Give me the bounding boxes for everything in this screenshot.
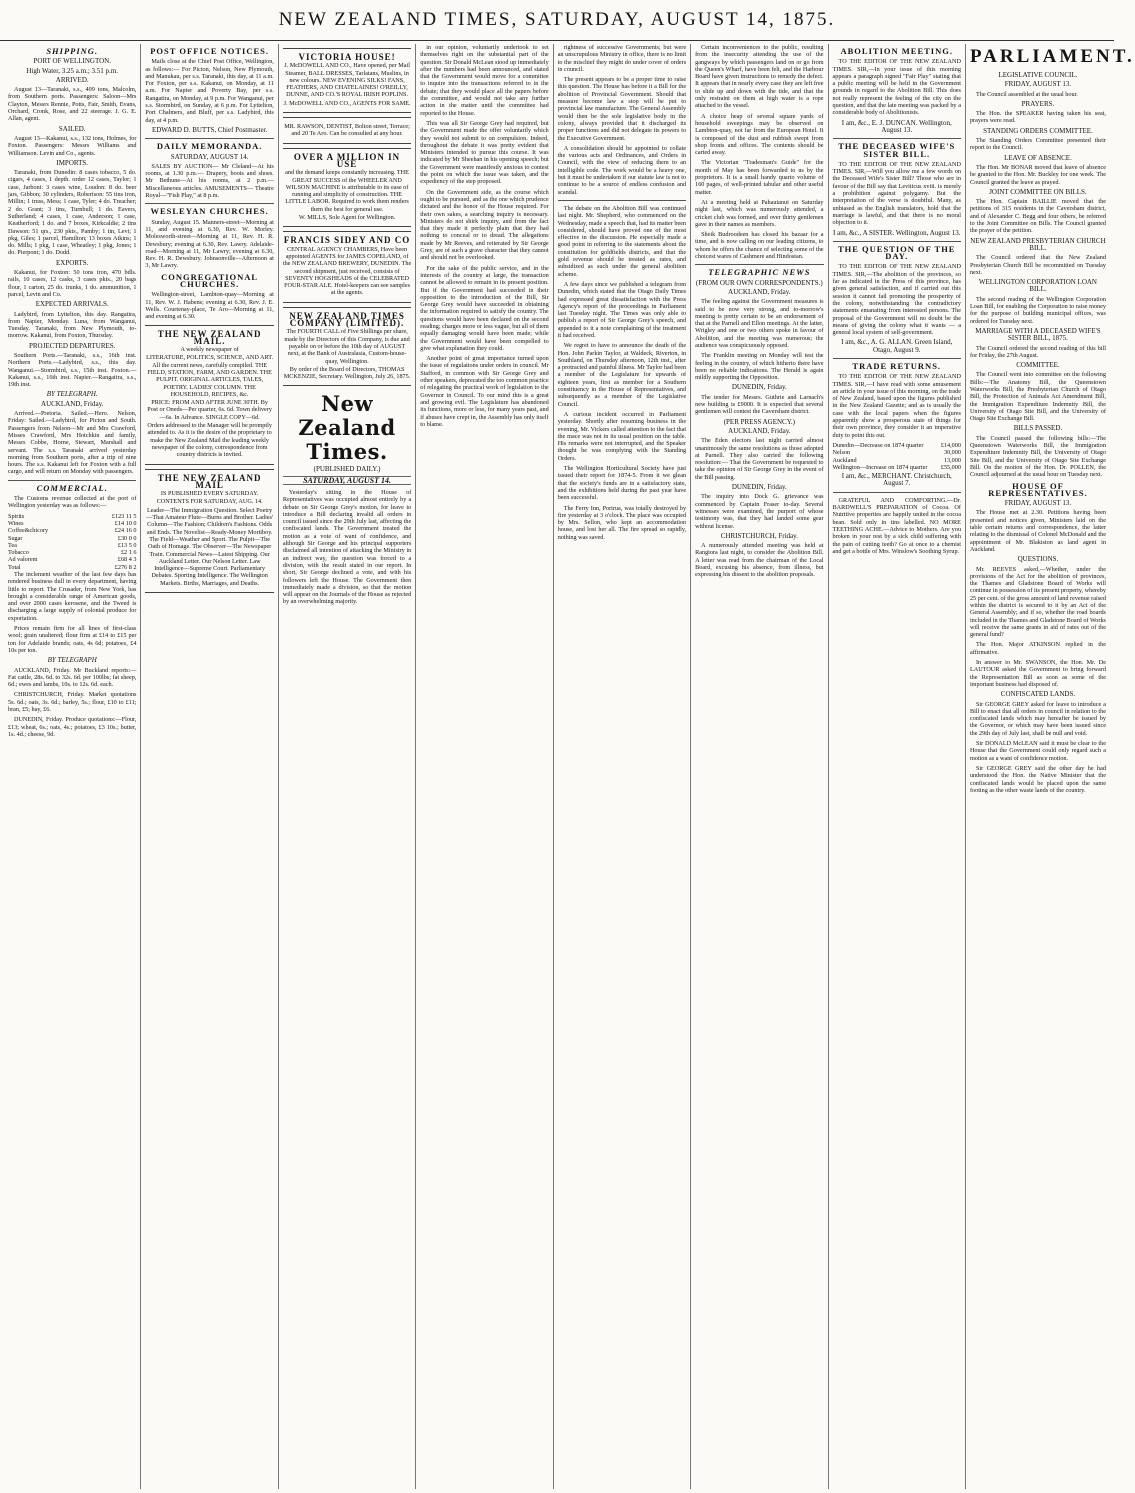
leader-text: Yesterday's sitting in the House of Representatives was occupied almost entirely by a debate on Sir George Grey's motion, for leave to introduce a Bill declaring invalid all orders in council issued since the 29th July last, affecting the confiscated lands. The Government treated the motion as a vote of want of confidence, and although Sir George and his principal supporters disclaimed all intention of attacking the Ministry in an indirect way, the question was forced to a division, with the result stated in our report. In short, Sir George declined a vote, and with his followers left the House. The Government then immediately made a division, so that the motion will appear on the Journals of the House as rejected by an overwhelming majority. <box>282 488 412 606</box>
trade-row-label: Dunedin—Decrease on 1874 quarter <box>832 441 924 449</box>
proceedings-text: The Hon. the SPEAKER having taken his seat, prayers were read. <box>969 110 1106 125</box>
sailings-text: August 13—Kakanui, s.s., 132 tons, Holmes, for Foxton. Passengers: Messrs Williams and Williamson. Levin and Co., agents. <box>8 134 137 157</box>
proceedings-text: The Standing Orders Committee presented their report to the Council. <box>969 137 1106 152</box>
times-company-ad <box>283 307 411 387</box>
standing-orders-heading: STANDING ORDERS COMMITTEE. <box>983 126 1093 135</box>
imports-heading: IMPORTS. <box>56 158 89 167</box>
company-text: The FOURTH CALL of Five Shillings per share, made by the Directors of this Company, is due and payable on or before the 10th day of AUGUST next, at the Bank of Australasia, Custom-house-quay, Wellington. <box>284 328 410 365</box>
market-text: Prices remain firm for all lines of first-class wool; grain unaltered; flour firm at £14 to £15 per ton for Adelaide brands; oats, 4s 6d; potatoes, £4 10s per ton. <box>8 625 137 654</box>
exports-text: Kakanui, for Foxton: 50 tons iron, 470 bdls. rails, 10 cases, 12 casks, 3 cases pkts., 20 bags flour, 1 carton, 25 do. trunks, 1 do. ammunition, 1 parcel, Levin and Co. <box>8 269 137 298</box>
dateline-dunedin-2: DUNEDIN, Friday. <box>731 483 787 492</box>
sewing-signature: W. MILLS, Sole Agent for Wellington. <box>298 214 396 222</box>
commercial-text: The Customs revenue collected at the port of Wellington yesterday was as follows:— <box>8 495 137 510</box>
column-shipping <box>4 44 141 1489</box>
sailed-heading: SAILED. <box>58 124 86 133</box>
sidey-text: CENTRAL AGENCY CHAMBERS, Have been appointed AGENTS for JAMES COPELAND, of the NEW ZEALAND BREWERY, DUNEDIN. The second shipment, just received, consists of SEVENTY HOGSHEADS of the CELEBRATED FOUR-STAR ALE. Hotel-keepers can see samples at the agents. <box>282 245 412 297</box>
nameplate: New Zealand Times. <box>298 391 396 465</box>
column-parliament <box>966 44 1135 1489</box>
customs-row-label: Coffee&chicory <box>8 527 49 535</box>
nz-mail2-subtitle: IS PUBLISHED EVERY SATURDAY. <box>160 490 259 498</box>
divider <box>833 492 961 493</box>
exports-heading: EXPORTS. <box>55 258 89 267</box>
bills-passed-heading: BILLS PASSED. <box>1013 424 1063 433</box>
proceedings-text: The Council assembled at the usual hour. <box>975 90 1078 98</box>
customs-row-label: Tea <box>8 541 17 549</box>
shipping-heading: SHIPPING. <box>46 46 99 56</box>
customs-row <box>8 556 136 563</box>
editorial-paragraph: Another point of great importance turned upon the issue of regulations under orders in council. Mr Stafford, in common with Sir George Grey and other speakers, deprecated the too common practice of relegating the practical work of legislation to the Governor in Council. To our mind this is a great and growing evil. The Legislature has abandoned its functions, more or less, for many years past, and if abuses have crept in, the Assembly has only itself to blame. <box>420 355 549 428</box>
customs-row <box>8 535 136 542</box>
contents-heading: CONTENTS FOR SATURDAY, AUG. 14. <box>156 498 263 506</box>
leave-heading: LEAVE OF ABSENCE. <box>1004 153 1072 162</box>
parliament-heading: PARLIAMENT. <box>969 46 1135 67</box>
company-signature: By order of the Board of Directors, THOMAS MCKENZIE, Secretary. Wellington, July 26, 1875. <box>283 365 411 381</box>
editorial-paragraph: in our opinion, voluntarily undertook to set themselves right on the substantial part of the question. Sir Donald McLean stood up immediately after the numbers had been announced, and stated that the Government would move for a committee to inquire into the transactions referred to in the debate; that they would place all the papers before the committee, and would not take any further action in the matter until the committee had reported to the House. <box>420 44 549 117</box>
nz-mail-contents-ad <box>145 469 273 593</box>
editorial-paragraph: The Ferry Inn, Porirua, was totally destroyed by fire yesterday at 3 o'clock. The place was occupied by Mrs. Sellon, who kept an accommodation house, and lost her all. The fire spread so rapidly, nothing was saved. <box>557 504 687 541</box>
proceedings-text: Sir GEORGE GREY said the other day he had understood the Hon. the Native Minister that the confiscated lands would be placed upon the same footing as the other waste lands of the country. <box>969 764 1106 794</box>
trade-row-value: £14,000 <box>940 441 961 449</box>
christchurch-market: CHRISTCHURCH, Friday. Market quotations 5s. 6d.; oats, 3s. 6d.; barley, 5s.; flour, £10 to £11; bran, £5; hay, £6. <box>8 691 137 714</box>
nz-mail-subtitle: A weekly newspaper of <box>180 346 239 354</box>
customs-row-label: Tobacco <box>8 549 29 557</box>
proceedings-text: The second reading of the Wellington Corporation Loan Bill, for enabling the Corporation to raise money for the purpose of building municipal offices, was ordered for Tuesday next. <box>969 295 1106 325</box>
telegram-text: The Franklin meeting on Monday will test the feeling in the country, of which hitherto there have been no reliable indications. The Herald is again mildly supporting the Opposition. <box>695 352 824 382</box>
customs-row <box>8 520 136 527</box>
arrived-heading: ARRIVED. <box>55 75 89 84</box>
customs-row-value: £24 16 0 <box>114 527 137 535</box>
nz-mail2-title: THE NEW ZEALAND MAIL <box>157 472 262 490</box>
memoranda-date: SATURDAY, AUGUST 14. <box>170 152 249 161</box>
proceedings-text: The Council ordered the second reading of this bill for Friday, the 27th August. <box>969 344 1106 359</box>
editorial-paragraph: The Wellington Horticultural Society have just issued their report for 1874-5. From it we glean that the society's funds are in a satisfactory state, and the exhibitions held during the past year have been successful. <box>557 465 687 502</box>
proceedings-text: The Hon. Mr BONAR moved that leave of absence be granted to the Hon. Mr. Buckley for one week. The Council granted the leave as prayed. <box>969 163 1106 186</box>
proceedings-text: The Hon. Captain BAILLIE moved that the petitions of 315 residents in the Caversham district, and of Alexander C. Begg and four others, be referred to the Joint Committee on Bills. The Council granted the prayer of the petition. <box>969 198 1106 235</box>
telegram-text: The inquiry into Dock G. grievance was commenced by Captain Fraser to-day. Several witnesses were examined, the purport of whose testimony was, that they had landed some gear without license. <box>695 493 824 530</box>
abolition-meeting-heading: ABOLITION MEETING. <box>840 46 953 56</box>
postoffice-text: Mails close at the Chief Post Office, Wellington, as follows:— For Picton, Nelson, New Plymouth, and Manukau, per s.s. Taranaki, this day, at 11 a.m. For Foxton, per s.s. Kakanui, on Monday, at 11 a.m. For Napier and Poverty Bay, per s.s. Rangatira, on Monday, at 9 p.m. For Wanganui, per s.s. Stormbird, on Sunday, at 6 p.m. For Lyttelton, Port Chalmers, and Bluff, per s.s. Ladybird, this day, at 4 p.m. <box>145 58 274 124</box>
letter-text: TO THE EDITOR OF THE NEW ZEALAND TIMES. SIR,—Will you allow me a few words on the Deceased Wife's Sister Bill? Those who are in favour of the Bill say that Leviticus xviii. is merely a prohibition against polygamy. But the interpretation of the verse is doubtful. Many, as unbiased as the English translators, hold that the marriage is lawful, and that there is no moral objection to it. <box>832 160 961 227</box>
victoria-signature: J. McDOWELL AND CO., AGENTS FOR SAME. <box>283 99 411 107</box>
legislative-council-heading: LEGISLATIVE COUNCIL. <box>998 71 1078 79</box>
proceedings-text: The House met at 2.30. Petitions having been presented and notices given, Ministers laid on the table certain returns and correspondence, the latter relating to the dismissal of Colonel McDonald and the appointment of Mr. Blakiston as land agent in Auckland. <box>969 509 1106 553</box>
congregational-text: Wellington-street, Lambton-quay—Morning at 11, Rev. W. J. Habens; evening at 6.30, Rev. J. E. Wells. Courtenay-place, Te Aro—Morning at 11, and evening at 6.30. <box>145 291 274 321</box>
customs-row <box>8 564 136 571</box>
sidey-title: FRANCIS SIDEY AND CO <box>283 235 411 246</box>
wesleyan-text: Sunday, August 15. Manners-street—Morning at 11, and evening at 6.30, Rev. W. Morley. Molesworth-street—Morning at 11, Rev. H. R. Dewsbury; evening at 6.30, Rev. Lawry. Adelaide-road—Morning at 11, Mr Lawry; evening at 6.30, Rev. H. R. Dewsbury. Johnsonville—Afternoon at 3, Mr Lawry. <box>145 218 274 270</box>
divider <box>695 264 823 265</box>
house-heading: HOUSE OF REPRESENTATIVES. <box>988 480 1088 498</box>
customs-row <box>8 513 136 520</box>
dateline-dunedin: DUNEDIN, Friday. <box>731 383 787 392</box>
arrivals-text: August 13—Taranaki, s.s., 409 tons, Malcolm, from Southern ports. Passengers: Saloon—Mrs Clayton, Messrs Rennie, Potts, Fair, Smith, Evans, Orchard, Cronk, Rose, and 22 steerage. J. G. E. Allan, agent. <box>8 86 137 123</box>
trade-row-label: Nelson <box>832 449 851 457</box>
proceedings-text: The Council ordered that the New Zealand Presbyterian Church Bill be recommitted on Tuesday next. <box>969 254 1106 276</box>
customs-row-value: £2 1 6 <box>120 549 137 557</box>
deceased-wife-heading: THE DECEASED WIFE'S SISTER BILL. <box>838 141 956 159</box>
nz-mail-price: PRICE: FROM AND AFTER JUNE 30TH. By Post or Oneds—Per quarter, 6s. 6d. Town delivery—6s. In Advance. SINGLE COPY—6d. <box>147 399 272 421</box>
trade-row <box>833 457 961 464</box>
divider <box>558 200 686 201</box>
contents-list: Leader—The Immigration Question. Select Poetry—That Amateur Flute—Burns and Brother. Ladies' Column—The Fashion; Children's Fashions. Odds and Ends. The Novelist—Ready-Money Mortiboy. The Field—Weather and Sport. The Pulpit—The Oath of Homage. The Observer—The Newspaper Train. Commercial News—Latest Shipping. Our Auckland Letter. Our Nelson Letter. Law Intelligence—Supreme Court. Parliamentary Debates. Sporting Intelligence. The Wellington Markets. Births, Marriages, and Deaths. <box>146 506 274 587</box>
joint-committee-heading: JOINT COMMITTEE ON BILLS. <box>989 187 1087 196</box>
editorial-paragraph: The present appears to be a proper time to raise this question. The House has before it a Bill for the abolition of Provincial Government. Should that measure become law a stop will be put to provincial law manufacture. The General Assembly would then be the sole legislative body in the colony, always provided that it discharged its proper functions and did not delegate its powers to the Executive Government. <box>557 76 687 142</box>
proceedings-text: The Council passed the following bills:—The Queenstown Waterworks Bill, the Immigration Expenditure Indemnity Bill, the University of Otago Site Bill, and the University of Otago Site Exchange Bill. On the motion of the Hon. Dr. POLLEN, the Council adjourned at the usual hour on Tuesday next. <box>969 434 1106 479</box>
nz-mail-title: THE NEW ZEALAND MAIL. <box>157 328 262 346</box>
customs-table <box>8 513 136 571</box>
presbyterian-heading: NEW ZEALAND PRESBYTERIAN CHURCH BILL. <box>970 236 1106 252</box>
telegraph-dateline: AUCKLAND, Friday. <box>41 399 104 408</box>
customs-row <box>8 549 136 556</box>
divider <box>145 138 273 139</box>
customs-row-label: Sugar <box>8 534 23 542</box>
nz-mail-body: LITERATURE, POLITICS, SCIENCE, AND ART. All the current news, carefully compiled. THE FIELD, STATION, FARM, AND GARDEN. THE PULPIT. ORIGINAL ARTICLES, TALES, POETRY. LADIES' COLUMN. THE HOUSEHOLD, RECIPES, &c. <box>146 354 274 398</box>
projected-heading: PROJECTED DEPARTURES. <box>28 341 116 350</box>
sewing-machine-ad <box>283 148 411 228</box>
column-correspondence <box>829 44 966 1489</box>
letter-signature: I am, &c., E. J. DUNCAN. Wellington, August 13. <box>841 118 952 134</box>
customs-row-label: Ad valorem <box>8 556 38 564</box>
news-paragraph: The Victorian "Tradesman's Guide" for the month of May has been forwarded to us by the proprietors. It is a small handy quarto volume of 160 pages, of well-printed tabular and other useful matter. <box>695 159 824 196</box>
questions-heading: QUESTIONS. <box>1017 555 1059 564</box>
trade-row-value: 13,000 <box>943 456 961 464</box>
victoria-title: VICTORIA HOUSE! <box>298 52 396 62</box>
proceedings-text: The Hon. Major ATKINSON replied in the affirmative. <box>969 641 1106 656</box>
dateline-auckland-2: AUCKLAND, Friday. <box>728 426 791 435</box>
editorial-paragraph: rightness of successive Governments; but were an unscrupulous Ministry in office, there is no limit to the mischief they might do under cover of orders in council. <box>557 44 687 73</box>
column-editorial-2 <box>554 44 691 1489</box>
masthead <box>0 0 1114 41</box>
customs-row-value: £14 10 0 <box>114 519 137 527</box>
auckland-market: AUCKLAND, Friday. Mr Buckland reports:—Fat cattle, 28s. 6d. to 32s. 6d. per 100lbs; fat sheep, 6d.; ewes and lambs, 10s. to 12s. 6d. each. <box>8 666 137 689</box>
customs-row-label: Spirits <box>8 512 25 520</box>
column-ads <box>279 44 416 1489</box>
telegraphic-heading: TELEGRAPHIC NEWS <box>708 267 811 278</box>
trade-table <box>833 442 961 471</box>
news-paragraph: Sheik Budroodeen has closed his bazaar for a time, and is now calling on our leading citizens, to whom he offers the chance of selecting some of the choicest wares of Cashmere and Hindostan. <box>695 231 824 261</box>
commercial-heading: COMMERCIAL. <box>36 482 108 493</box>
wesleyan-heading: WESLEYAN CHURCHES. <box>150 206 269 217</box>
expected-heading: EXPECTED ARRIVALS. <box>35 300 109 309</box>
company-title: NEW ZEALAND TIMES COMPANY (LIMITED). <box>289 310 405 329</box>
letter-signature: I am, &c., MERCHANT. Christchurch, August 7. <box>841 472 952 488</box>
news-paragraph: Certain inconveniences to the public, resulting from the insecurity attending the use of the gangways by which passengers land on or go from the Queen's Wharf, have been felt, and the Harbour Board have given instructions to remedy the defect. It appears that in nearly every case they are left free to slide up and down with the tide, and that the only restraint on them at high water is a rope attached to the vessel. <box>695 44 824 110</box>
sidey-ad <box>283 231 411 302</box>
customs-row-label: Total <box>8 563 21 571</box>
proceedings-text: Sir GEORGE GREY asked for leave to introduce a Bill to enact that all orders in council in relation to the confiscated lands which may hereafter be issued by the Governor, or which may have been issued since the 29th day of July last, shall be null and void. <box>969 700 1106 737</box>
memoranda-text: SALES BY AUCTION— Mr Cleland—At his rooms, at 1.30 p.m.— Drapery, boots and shoes. Mr Bethune—At his rooms, at 2 p.m.—Miscellaneous articles. AMUSEMENTS— Theatre Royal—"Fish Play," at 8 p.m. <box>145 162 274 200</box>
letter-signature: I am, &c., A SISTER. Wellington, August 13. <box>833 228 961 237</box>
divider <box>8 480 136 481</box>
proceedings-text: In answer to Mr. SWANSON, the Hon. Mr. De LAUTOUR asked the Government to bring forward the Representation Bill as soon as some of the important business had disposed of. <box>969 659 1106 688</box>
letter-text: TO THE EDITOR OF THE NEW ZEALAND TIMES. SIR,—I have read with some amusement an article in your issue of this morning, on the trade of New Zealand, based upon the figures published in the New Zealand Gazette; and as is usually the case with the local papers when the figures apparently show a prosperous state of things for their own province, they consider it an imperative duty to point this out. <box>832 373 961 439</box>
victoria-house-ad <box>283 48 411 113</box>
expected-text: Ladybird, from Lyttelton, this day. Rangatira, from Napier, Monday. Luna, from Wanganui, Tuesday. Taranaki, from New Plymouth, to-morrow. Kakanui, from Foxton, Thursday. <box>8 310 137 340</box>
customs-row-value: £276 8 2 <box>114 563 137 571</box>
dunedin-market: DUNEDIN, Friday. Produce quotations:—Flour, £13; wheat, 6s.; oats, 4s.; potatoes, £3 10s.; butter, 1s. 4d.; cheese, 9d. <box>8 716 137 738</box>
confiscated-lands-heading: CONFISCATED LANDS. <box>1000 690 1076 699</box>
question-of-day-heading: THE QUESTION OF THE DAY. <box>837 243 956 262</box>
committee-heading: COMMITTEE. <box>1016 361 1060 370</box>
newspaper-columns <box>4 44 1135 1489</box>
editorial-paragraph: This was all Sir George Grey had required, but the Government made the offer voluntarily which they would not submit to on compulsion. Indeed, throughout the debate it was pretty evident that Ministers intended to pursue this course. It was indicated by Mr Sheehan in his opening speech; but the Government were manifestly anxious to contest the point on which the issue was taken, and the expediency of the step proposed. <box>420 119 549 186</box>
trade-row <box>833 449 961 456</box>
telegram-text: The Eden electors last night carried almost unanimously the same resolutions as those adopted at Parnell. They also carried the following resolution:— That the Government be requested to take the opinion of Sir George Grey in the event of the Bill passing. <box>695 437 824 481</box>
letter-text: TO THE EDITOR OF THE NEW ZEALAND TIMES. SIR,—The abolition of the provinces, so far as indicated in the Press of this province, has given general satisfaction, and if carried out this session it cannot fail promoting the prosperity of the colony, notwithstanding the contradictory statements emanating from interested persons. The proposal of the Government will no doubt be the means of giving the colony what it wants — a general local system of self-government. <box>832 263 961 337</box>
editorial-paragraph: On the Government side, as the course which ought to be pursued, and as the one which prudence dictated and the honor of the House required. For their own sakes, a searching inquiry is necessary. Ministers do not shirk inquiry, and from the fact that they made it perfectly plain that they had nothing to conceal or to dread. The allegations made by Mr Reeves, and reiterated by Sir George Grey, are of such a grave character that they cannot and should not be overlooked. <box>420 188 549 262</box>
projected-text: Southern Ports.—Taranaki, s.s., 16th inst. Northern Ports.—Ladybird, s.s., this day. Wanganui.—Stormbird, s.s., 15th inst. Foxton.—Kakanui, s.s., 16th inst. Napier.—Rangatira, s.s., 19th inst. <box>8 351 137 389</box>
divider <box>833 358 961 359</box>
sewing-title: OVER A MILLION IN USE <box>293 151 401 169</box>
news-paragraph: A choice heap of several square yards of household sweepings may be observed on Lambton-quay, not far from the European Hotel. It is composed of the dust and rubbish swept from shop fronts and offices. The contents should be carted away. <box>695 112 824 157</box>
telegraph-heading: BY TELEGRAPH. <box>46 390 98 399</box>
imports-text: Taranaki, from Dunedin: 8 cases tobacco, 5 do. cigars, 4 cases, 1 depth. order 12 cases, Taylor; 1 case, Jarboni: 3 cases wine, Loudon: 8 do. beer jars, Gibbon; 30 cylinders, Robertson: 55 tins iron, Millin; 1 truss, Mess; 1 case, Tyler; 4 do. Treacher; 2 do. Grant; 3 tins, Turnbull; 1 do. Eavers, Sutherland; 4 cases, 1 case, Anderson; 1 case, Keatherford; 1 do. and 7 boxes, Kirkcaldie; 2 tins Dawson: 51 qrs., 230 pkts., Pamby; 1 tin, Levi; 1 pkg, Giles; 1 parcel, Hamilton; 13 boxes Atkins; 1 do. Mills; 1 pkg, 1 case, Wheatley; 1 pkg, Jones; 1 do. Pierpont; 1 do. Dodd. <box>8 169 137 257</box>
editorial-paragraph: A few days since we published a telegram from Dunedin, which stated that the Otago Daily Times had expressed great dissatisfaction with the Press Agency's report of the proceedings in Parliament last Tuesday night. The Times was only able to publish a report of Sir George Grey's speech, and appended to it a note complaining of the treatment it had received. <box>557 280 687 339</box>
news-paragraph: At a meeting held at Pahautanui on Saturday night last, which was numerously attended, a cricket club was formed, and over thirty gentlemen gave in their names as members. <box>695 198 824 228</box>
dentist-ad <box>283 117 411 144</box>
leader-dateline: SATURDAY, AUGUST 14. <box>283 476 411 485</box>
sewing-text: and the demand keeps constantly increasing. THE GREAT SUCCESS of the WHEELER AND WILSON MACHINE is attributable to its ease of running and simplicity of construction. THE LITTLE LABOR. Required to work them renders them the best for general use. <box>285 169 409 213</box>
column-local-news <box>691 44 828 1489</box>
telegraphic-subheading: (FROM OUR OWN CORRESPONDENTS.) <box>695 278 823 287</box>
trade-row <box>833 442 961 449</box>
customs-row <box>8 542 136 549</box>
loan-bill-heading: WELLINGTON CORPORATION LOAN BILL. <box>978 278 1097 294</box>
editorial-paragraph: The debate on the Abolition Bill was continued last night. Mr. Shepherd, who commenced on the Wednesday, made a speech that, had its matter been considered, should have proved one of the most effective in the discussion. He especially made a good point in referring to the statements about the constitution for goldfields districts, and that the gold revenue should be treated as rates, and subsidized as such under the general abolition scheme. <box>557 204 687 278</box>
nz-mail-ad <box>145 325 273 465</box>
congregational-heading: CONGREGATIONAL CHURCHES. <box>161 271 259 290</box>
published-daily: (PUBLISHED DAILY.) <box>313 465 381 474</box>
customs-note: The inclement weather of the last few days has rendered business dull in every department, having little to report. The Crusader, from New York, has brought a considerable range of American goods, and over 2000 cases kerosene, and the Tweed is discharging a large supply of colonial produce for exportation. <box>8 571 137 622</box>
port-heading: PORT OF WELLINGTON. <box>33 57 111 66</box>
customs-row <box>8 527 136 534</box>
prayers-heading: PRAYERS. <box>1021 99 1055 108</box>
advertisement-text: GRATEFUL AND COMFORTING.—Dr. BARDWELL'S PREPARATION of Cocoa. Of Nutritive properties are happily united in the cocoa bean. Sold only in tins labelled. NO MORE TEETHING ACHE.—Advice to Mothers. Are you broken in your rest by a sick child suffering with the pain of cutting teeth? Go at once to a chemist and get a bottle of Mrs. Winslow's Soothing Syrup. <box>832 496 961 555</box>
dateline-christchurch: CHRISTCHURCH, Friday. <box>720 531 798 540</box>
letter-signature: I am, &c., A. G. ALLAN. Green Island, Otago, August 9. <box>841 338 953 354</box>
trade-row-value: 30,000 <box>943 449 961 457</box>
column-editorial-1 <box>416 44 553 1489</box>
telegraph-text: Arrived.—Pretoria. Sailed.—Hero. Nelson, Friday: Sailed.—Ladybird, for Picton and South. Passengers from Nelson—Mr and Mrs Crawford, Misses Crawford, Mrs Hotchkin and family, Messrs Cobbe, Horne, Stewart, Marshall and servant. The s.s. Taranaki arrived yesterday morning from Southern ports, after a trip of nine hours. The s.s. Kakanui left for Foxton with a full cargo, and will return on Monday with passengers. <box>8 410 137 476</box>
press-agency-label: (PER PRESS AGENCY.) <box>723 417 795 426</box>
editorial-paragraph: A consolidation should be appointed to collate the various acts and Ordinances, and Orders in Council, with the view of reducing them to an intelligible code. The work would be a heavy one, but it must be undertaken if our statute law is not to continue to be a source of endless confusion and scandal. <box>557 144 687 196</box>
memoranda-heading: DAILY MEMORANDA. <box>156 141 263 152</box>
letter-text: TO THE EDITOR OF THE NEW ZEALAND TIMES. SIR,—In your issue of this morning appears a paragraph signed "Fair Play" stating that a public meeting will be held in the Government grounds in regard to the Abolition Bill. This does not really represent the feeling of the city on the question, and that the late meeting was packed by a considerable body of Abolitionists. <box>832 58 961 117</box>
column-notices <box>141 44 278 1489</box>
market-telegraph-heading: BY TELEGRAPH <box>47 656 97 665</box>
proceedings-text: Sir DONALD McLEAN said it must be clear to the House that the Government could only regard such a motion as a want of confidence motion. <box>969 740 1106 762</box>
telegram-text: A numerously attended meeting was held at Rangiora last night, to consider the Abolition Bill. A letter was read from the chairman of the Local Board, excusing his absence, from illness, but expressing his dissent to the abolition proposals. <box>695 542 824 579</box>
trade-row-label: Wellington—Increase on 1874 quarter <box>832 463 928 471</box>
dentist-text: MR. RAWSON, DENTIST, Bolton street, Terrace; and 20 Te Aro. Can be consulted at any hour. <box>284 123 410 138</box>
nz-mail-note: Orders addressed to the Manager will be promptly attended to. As it is the desire of the proprietary to make the New Zealand Mail the leading weekly newspaper of the colony, correspondence from country districts is invited. <box>147 422 272 459</box>
editorial-paragraph: We regret to have to announce the death of the Hon. John Parkin Taylor, at Waldeck, Riverton, in Southland, on Thursday afternoon, 12th inst., after a protracted and painful illness. Mr Taylor had been a member of the Legislature for upwards of eighteen years, first as member for a Southern constituency in the House of Representatives, and subsequently as a member of the Legislative Council. <box>557 342 687 408</box>
trade-returns-heading: TRADE RETURNS. <box>852 360 942 371</box>
customs-row-value: £30 0 0 <box>117 534 137 542</box>
proceedings-text: Mr. REEVES asked,—Whether, under the provisions of the Act for the abolition of provinces, the Thames and Gladstone Board of Works will continue in possession of its present property, whereby 25 per cent. of the gross amount of land revenue raised within the district is secured to it by an Act of the General Assembly; and if so, whether the road boards included in the Thames and Gladstone Board of Works will receive the same grants in aid of rates out of the general fund? <box>969 565 1106 639</box>
customs-row-value: £68 4 3 <box>117 556 137 564</box>
divider <box>833 241 961 242</box>
divider <box>833 138 961 139</box>
proceedings-text: The Council went into committee on the following Bills:—The Anatomy Bill, the Queenstown Waterworks Bill, the Presbyterian Church of Otago Bill, the Protection of Animals Act Amendment Bill, the Immigration Expenditure Indemnity Bill, the University of Otago Site Bill, and the University of Otago Site Exchange Bill. <box>969 371 1106 423</box>
postmaster-signature: EDWARD D. BUTTS, Chief Postmaster. <box>151 125 268 134</box>
dateline-auckland: AUCKLAND, Friday. <box>728 287 791 296</box>
trade-row <box>833 464 961 471</box>
divider <box>145 203 273 204</box>
customs-row-value: £13 5 0 <box>117 541 137 549</box>
customs-row-label: Wines <box>8 519 24 527</box>
masthead-title: NEW ZEALAND TIMES, SATURDAY, AUGUST 14, 1875. <box>278 9 836 30</box>
telegram-text: The feeling against the Government measures is said to be now very strong, and to-morrow's meeting is pretty certain to be an endorsement of that at the Parnell and Ellon meetings. At the latter, Wrigley and one or two others spoke in favour of Abolition, and the meeting was numerous; the audience was conspicuously opposed. <box>695 298 824 349</box>
house-date: FRIDAY, AUGUST 13. <box>1004 499 1072 508</box>
tide-info: High Water, 3.25 a.m.; 3.51 p.m. <box>26 66 118 75</box>
customs-row-value: £123 11 5 <box>111 512 137 520</box>
editorial-paragraph: For the sake of the public service, and in the interests of the country at large, the transaction cannot be allowed to remain in its present position. But if the Government had succeeded in their opposition to the introduction of the Bill, Sir George Grey would have succeeded in obtaining the information required to satisfy the country. The questions would have been declared on the second reading; charges more or less vague, but all of them equally damaging would have been made; while the Government would have been compelled to give what explanation they could. <box>420 264 549 352</box>
victoria-text: J. McDOWELL AND CO., Have opened, per Mail Steamer, BALL DRESSES, Tarlatans, Muslins, in new colours. NEW EVENING SILKS! FANS, FEATHERS, AND CHATELAINES! O'REILLY, DUNNE, AND CO.'S ROYAL IRISH POPLINS. <box>284 62 410 99</box>
postoffice-heading: POST OFFICE NOTICES. <box>150 46 270 56</box>
trade-row-value: £55,000 <box>940 463 961 471</box>
editorial-paragraph: A curious incident occurred in Parliament yesterday. Shortly after resuming business in the evening, Mr. Vickers called attention to the fact that the mace was not in its usual position on the table. His remarks were not interrupted, and the Speaker thought he was complying with the Standing Orders. <box>557 410 687 462</box>
trade-row-label: Auckland <box>832 456 857 464</box>
marriage-bill-heading: MARRIAGE WITH A DECEASED WIFE'S SISTER BILL, 1875. <box>975 326 1101 343</box>
telegram-text: The tender for Messrs. Guthrie and Larnach's new building is £9000. It is expected that several gentlemen will contest the Caversham district. <box>695 393 824 416</box>
council-date: FRIDAY, AUGUST 13. <box>1004 80 1072 89</box>
